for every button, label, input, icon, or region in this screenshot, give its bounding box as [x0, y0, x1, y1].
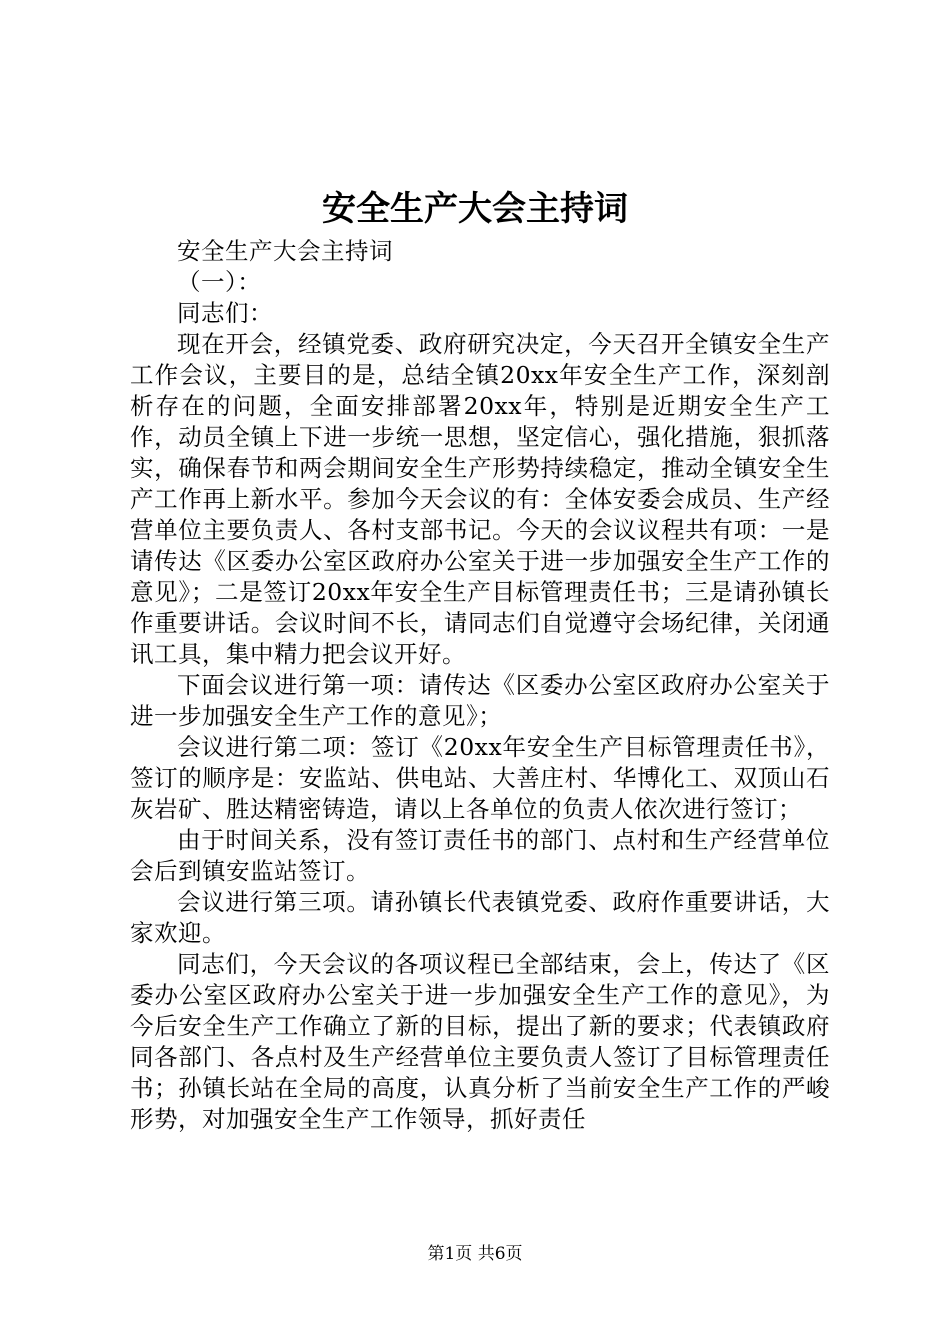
- paragraph-subtitle: 安全生产大会主持词: [177, 237, 393, 265]
- paragraph-item-one: 下面会议进行第一项：请传达《区委办公室区政府办公室关于进一步加强安全生产工作的意见》；: [130, 671, 830, 730]
- paragraph-summary: 同志们，今天会议的各项议程已全部结束，会上，传达了《区委办公室区政府办公室关于进一步加强安全生产工作的意见》，为今后安全生产工作确立了新的目标，提出了新的要求；代表镇政府同各部门、各点村及生产经营单位主要负责人签订了目标管理责任书；孙镇长站在全局的高度，认真分析了当前安全生产工作的严峻形势，对加强安全生产工作领导，抓好责任: [130, 950, 830, 1133]
- document-title: 安全生产大会主持词: [322, 189, 628, 229]
- paragraph-salutation: 同志们：: [177, 299, 273, 327]
- document-body: [130, 236, 830, 1135]
- paragraph-item-three: 会议进行第三项。请孙镇长代表镇党委、政府作重要讲话，大家欢迎。: [130, 888, 830, 947]
- page-number-footer: 第1页 共6页: [427, 1244, 523, 1264]
- paragraph-opening: 现在开会，经镇党委、政府研究决定，今天召开全镇安全生产工作会议，主要目的是，总结全镇20xx年安全生产工作，深刻剖析存在的问题，全面安排部署20xx年，特别是近期安全生产工作，动员全镇上下进一步统一思想，坚定信心，强化措施，狠抓落实，确保春节和两会期间安全生产形势持续稳定，推动全镇安全生产工作再上新水平。参加今天会议的有：全体安委会成员、生产经营单位主要负责人、各村支部书记。今天的会议议程共有项：一是请传达《区委办公室区政府办公室关于进一步加强安全生产工作的意见》；二是签订20xx年安全生产目标管理责任书；三是请孙镇长作重要讲话。会议时间不长，请同志们自觉遵守会场纪律，关闭通讯工具，集中精力把会议开好。: [130, 330, 830, 668]
- paragraph-note: 由于时间关系，没有签订责任书的部门、点村和生产经营单位会后到镇安监站签订。: [130, 826, 830, 885]
- paragraph-item-two: 会议进行第二项：签订《20xx年安全生产目标管理责任书》，签订的顺序是：安监站、供电站、大善庄村、华博化工、双顶山石灰岩矿、胜达精密铸造，请以上各单位的负责人依次进行签订；: [130, 733, 830, 823]
- paragraph-section-number: （一）：: [177, 268, 262, 296]
